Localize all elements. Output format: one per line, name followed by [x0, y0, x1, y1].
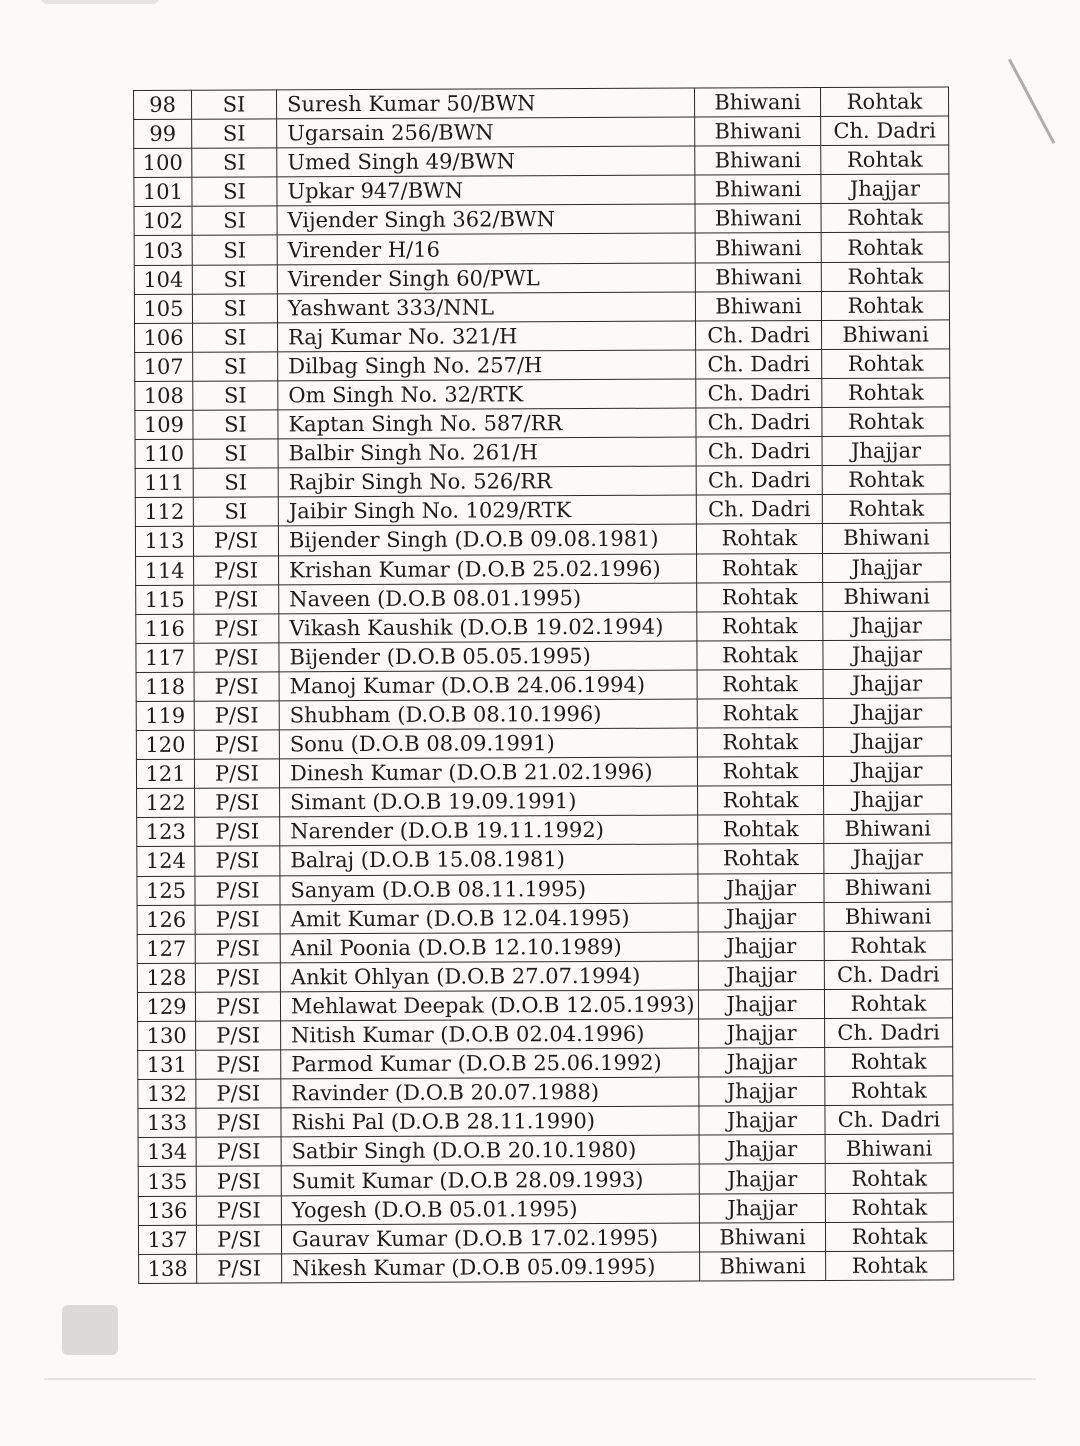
name-cell: Yogesh (D.O.B 05.01.1995): [281, 1194, 699, 1225]
rank-cell: P/SI: [195, 992, 280, 1021]
to-district-cell: Jhajjar: [823, 698, 951, 728]
to-district-cell: Jhajjar: [824, 843, 952, 873]
serial-number-cell: 101: [134, 178, 192, 207]
to-district-cell: Rohtak: [820, 87, 948, 117]
serial-number-cell: 126: [137, 905, 195, 934]
from-district-cell: Jhajjar: [699, 1018, 825, 1048]
serial-number-cell: 132: [138, 1079, 196, 1108]
table-row: [138, 1018, 953, 1051]
name-cell: Rajbir Singh No. 526/RR: [278, 466, 696, 497]
table-row: [138, 1163, 953, 1196]
table-row: [134, 262, 949, 295]
table-row: [137, 843, 952, 876]
rank-cell: P/SI: [193, 526, 278, 555]
from-district-cell: Jhajjar: [698, 960, 824, 990]
from-district-cell: Rohtak: [697, 582, 823, 612]
serial-number-cell: 110: [135, 439, 193, 468]
rank-cell: P/SI: [195, 963, 280, 992]
page-thumbnail-button[interactable]: [62, 1305, 118, 1355]
name-cell: Simant (D.O.B 19.09.1991): [280, 786, 698, 817]
table-row: [137, 814, 952, 847]
to-district-cell: Rohtak: [822, 378, 950, 408]
name-cell: Narender (D.O.B 19.11.1992): [280, 815, 698, 846]
serial-number-cell: 134: [138, 1138, 196, 1167]
rank-cell: SI: [192, 235, 277, 264]
from-district-cell: Bhiwani: [700, 1251, 826, 1281]
table-row: [138, 1076, 953, 1109]
serial-number-cell: 121: [136, 759, 194, 788]
name-cell: Gaurav Kumar (D.O.B 17.02.1995): [281, 1223, 699, 1254]
name-cell: Ravinder (D.O.B 20.07.1988): [281, 1077, 699, 1108]
to-district-cell: Rohtak: [821, 262, 949, 292]
from-district-cell: Jhajjar: [699, 1077, 825, 1107]
name-cell: Balbir Singh No. 261/H: [278, 437, 696, 468]
top-tab: [40, 0, 160, 4]
rank-cell: SI: [193, 381, 278, 410]
serial-number-cell: 133: [138, 1109, 196, 1138]
from-district-cell: Rohtak: [697, 728, 823, 758]
name-cell: Om Singh No. 32/RTK: [278, 379, 696, 410]
table-row: [137, 931, 952, 964]
to-district-cell: Rohtak: [821, 291, 949, 321]
table-row: [136, 698, 951, 731]
to-district-cell: Rohtak: [825, 1222, 953, 1252]
table-row: [134, 174, 949, 207]
rank-cell: P/SI: [195, 904, 280, 933]
table-row: [138, 1222, 953, 1255]
name-cell: Yashwant 333/NNL: [277, 292, 695, 323]
name-cell: Bijender Singh (D.O.B 09.08.1981): [278, 524, 696, 555]
transfer-table-container: [133, 86, 953, 1283]
rank-cell: SI: [192, 90, 277, 119]
rank-cell: SI: [192, 177, 277, 206]
rank-cell: P/SI: [194, 672, 279, 701]
serial-number-cell: 106: [135, 323, 193, 352]
from-district-cell: Jhajjar: [699, 1106, 825, 1136]
rank-cell: P/SI: [195, 934, 280, 963]
from-district-cell: Rohtak: [697, 757, 823, 787]
from-district-cell: Rohtak: [696, 524, 822, 554]
table-row: [134, 232, 949, 265]
to-district-cell: Bhiwani: [822, 320, 950, 350]
to-district-cell: Rohtak: [825, 1163, 953, 1193]
serial-number-cell: 112: [135, 498, 193, 527]
to-district-cell: Rohtak: [824, 931, 952, 961]
table-row: [139, 1251, 954, 1284]
rank-cell: P/SI: [197, 1254, 282, 1283]
serial-number-cell: 123: [137, 818, 195, 847]
table-row: [138, 1134, 953, 1167]
name-cell: Virender Singh 60/PWL: [277, 263, 695, 294]
table-row: [135, 465, 950, 498]
table-row: [136, 669, 951, 702]
serial-number-cell: 125: [137, 876, 195, 905]
serial-number-cell: 120: [136, 730, 194, 759]
from-district-cell: Ch. Dadri: [696, 466, 822, 496]
table-row: [136, 611, 951, 644]
from-district-cell: Rohtak: [697, 611, 823, 641]
serial-number-cell: 136: [138, 1196, 196, 1225]
to-district-cell: Bhiwani: [824, 872, 952, 902]
from-district-cell: Jhajjar: [698, 989, 824, 1019]
serial-number-cell: 100: [134, 148, 192, 177]
name-cell: Shubham (D.O.B 08.10.1996): [279, 699, 697, 730]
rank-cell: SI: [193, 468, 278, 497]
name-cell: Dinesh Kumar (D.O.B 21.02.1996): [279, 757, 697, 788]
name-cell: Krishan Kumar (D.O.B 25.02.1996): [279, 554, 697, 585]
rank-cell: P/SI: [196, 1079, 281, 1108]
name-cell: Mehlawat Deepak (D.O.B 12.05.1993): [280, 990, 698, 1021]
from-district-cell: Bhiwani: [695, 204, 821, 234]
to-district-cell: Rohtak: [822, 349, 950, 379]
serial-number-cell: 109: [135, 410, 193, 439]
table-row: [134, 291, 949, 324]
transfer-table: [133, 86, 954, 1283]
table-row: [135, 320, 950, 353]
rank-cell: SI: [192, 206, 277, 235]
rank-cell: P/SI: [196, 1166, 281, 1195]
name-cell: Umed Singh 49/BWN: [277, 146, 695, 177]
from-district-cell: Bhiwani: [695, 146, 821, 176]
serial-number-cell: 115: [136, 585, 194, 614]
name-cell: Ugarsain 256/BWN: [277, 117, 695, 148]
rank-cell: P/SI: [196, 1021, 281, 1050]
from-district-cell: Bhiwani: [694, 88, 820, 118]
rank-cell: SI: [193, 497, 278, 526]
from-district-cell: Ch. Dadri: [696, 378, 822, 408]
to-district-cell: Jhajjar: [824, 785, 952, 815]
rank-cell: P/SI: [194, 730, 279, 759]
rank-cell: SI: [192, 264, 277, 293]
to-district-cell: Rohtak: [821, 145, 949, 175]
table-row: [136, 640, 951, 673]
serial-number-cell: 129: [137, 992, 195, 1021]
rank-cell: P/SI: [196, 1137, 281, 1166]
serial-number-cell: 99: [134, 119, 192, 148]
from-district-cell: Ch. Dadri: [696, 495, 822, 525]
name-cell: Sumit Kumar (D.O.B 28.09.1993): [281, 1165, 699, 1196]
name-cell: Sonu (D.O.B 08.09.1991): [279, 728, 697, 759]
to-district-cell: Jhajjar: [823, 552, 951, 582]
rank-cell: P/SI: [196, 1225, 281, 1254]
rank-cell: SI: [193, 439, 278, 468]
to-district-cell: Rohtak: [822, 407, 950, 437]
serial-number-cell: 122: [137, 788, 195, 817]
to-district-cell: Bhiwani: [824, 814, 952, 844]
table-row: [134, 116, 949, 149]
name-cell: Satbir Singh (D.O.B 20.10.1980): [281, 1135, 699, 1166]
rank-cell: P/SI: [194, 584, 279, 613]
to-district-cell: Jhajjar: [823, 756, 951, 786]
rank-cell: SI: [193, 323, 278, 352]
serial-number-cell: 138: [139, 1254, 197, 1283]
rank-cell: P/SI: [195, 846, 280, 875]
to-district-cell: Jhajjar: [823, 611, 951, 641]
rank-cell: P/SI: [194, 614, 279, 643]
from-district-cell: Bhiwani: [695, 262, 821, 292]
table-row: [137, 785, 952, 818]
to-district-cell: Bhiwani: [823, 582, 951, 612]
name-cell: Suresh Kumar 50/BWN: [277, 88, 695, 119]
name-cell: Ankit Ohlyan (D.O.B 27.07.1994): [280, 961, 698, 992]
rank-cell: SI: [192, 148, 277, 177]
corner-pen-mark: [1008, 59, 1055, 144]
serial-number-cell: 119: [136, 701, 194, 730]
name-cell: Manoj Kumar (D.O.B 24.06.1994): [279, 670, 697, 701]
table-row: [137, 872, 952, 905]
table-row: [135, 407, 950, 440]
table-row: [134, 87, 949, 120]
table-row: [135, 494, 950, 527]
name-cell: Virender H/16: [277, 234, 695, 265]
to-district-cell: Jhajjar: [822, 436, 950, 466]
serial-number-cell: 113: [135, 527, 193, 556]
from-district-cell: Rohtak: [698, 844, 824, 874]
from-district-cell: Rohtak: [698, 815, 824, 845]
rank-cell: P/SI: [196, 1195, 281, 1224]
name-cell: Nitish Kumar (D.O.B 02.04.1996): [281, 1019, 699, 1050]
rank-cell: P/SI: [195, 875, 280, 904]
from-district-cell: Jhajjar: [699, 1048, 825, 1078]
to-district-cell: Rohtak: [825, 1192, 953, 1222]
from-district-cell: Rohtak: [697, 698, 823, 728]
to-district-cell: Ch. Dadri: [825, 1018, 953, 1048]
serial-number-cell: 131: [138, 1050, 196, 1079]
serial-number-cell: 116: [136, 614, 194, 643]
to-district-cell: Rohtak: [824, 989, 952, 1019]
table-row: [134, 145, 949, 178]
to-district-cell: Ch. Dadri: [824, 960, 952, 990]
from-district-cell: Jhajjar: [698, 902, 824, 932]
rank-cell: P/SI: [196, 1108, 281, 1137]
table-row: [138, 1047, 953, 1080]
from-district-cell: Ch. Dadri: [696, 320, 822, 350]
to-district-cell: Jhajjar: [823, 640, 951, 670]
name-cell: Nikesh Kumar (D.O.B 05.09.1995): [282, 1252, 700, 1283]
to-district-cell: Jhajjar: [823, 669, 951, 699]
serial-number-cell: 104: [134, 265, 192, 294]
from-district-cell: Rohtak: [698, 786, 824, 816]
name-cell: Kaptan Singh No. 587/RR: [278, 408, 696, 439]
to-district-cell: Rohtak: [821, 232, 949, 262]
to-district-cell: Rohtak: [822, 465, 950, 495]
table-body: [134, 87, 954, 1283]
rank-cell: SI: [192, 119, 277, 148]
name-cell: Balraj (D.O.B 15.08.1981): [280, 844, 698, 875]
serial-number-cell: 102: [134, 207, 192, 236]
to-district-cell: Ch. Dadri: [825, 1105, 953, 1135]
from-district-cell: Jhajjar: [699, 1135, 825, 1165]
table-row: [137, 902, 952, 935]
name-cell: Raj Kumar No. 321/H: [278, 321, 696, 352]
name-cell: Amit Kumar (D.O.B 12.04.1995): [280, 903, 698, 934]
from-district-cell: Ch. Dadri: [696, 437, 822, 467]
serial-number-cell: 111: [135, 468, 193, 497]
to-district-cell: Rohtak: [826, 1251, 954, 1281]
table-row: [134, 203, 949, 236]
to-district-cell: Rohtak: [825, 1076, 953, 1106]
to-district-cell: Rohtak: [821, 203, 949, 233]
serial-number-cell: 127: [137, 934, 195, 963]
table-row: [137, 989, 952, 1022]
from-district-cell: Rohtak: [697, 553, 823, 583]
serial-number-cell: 124: [137, 847, 195, 876]
serial-number-cell: 128: [137, 963, 195, 992]
from-district-cell: Bhiwani: [695, 117, 821, 147]
from-district-cell: Bhiwani: [699, 1222, 825, 1252]
from-district-cell: Jhajjar: [698, 931, 824, 961]
from-district-cell: Rohtak: [697, 669, 823, 699]
to-district-cell: Ch. Dadri: [821, 116, 949, 146]
bottom-divider: [44, 1378, 1036, 1380]
rank-cell: SI: [192, 294, 277, 323]
name-cell: Vikash Kaushik (D.O.B 19.02.1994): [279, 612, 697, 643]
table-row: [136, 756, 951, 789]
serial-number-cell: 108: [135, 381, 193, 410]
from-district-cell: Ch. Dadri: [696, 408, 822, 438]
serial-number-cell: 135: [138, 1167, 196, 1196]
name-cell: Upkar 947/BWN: [277, 175, 695, 206]
from-district-cell: Jhajjar: [698, 873, 824, 903]
table-row: [138, 1105, 953, 1138]
table-row: [135, 436, 950, 469]
from-district-cell: Bhiwani: [695, 291, 821, 321]
rank-cell: P/SI: [195, 788, 280, 817]
rank-cell: P/SI: [195, 817, 280, 846]
rank-cell: P/SI: [194, 701, 279, 730]
serial-number-cell: 107: [135, 352, 193, 381]
serial-number-cell: 137: [138, 1225, 196, 1254]
serial-number-cell: 105: [134, 294, 192, 323]
rank-cell: P/SI: [194, 759, 279, 788]
to-district-cell: Jhajjar: [821, 174, 949, 204]
name-cell: Naveen (D.O.B 08.01.1995): [279, 583, 697, 614]
table-row: [136, 582, 951, 615]
name-cell: Anil Poonia (D.O.B 12.10.1989): [280, 932, 698, 963]
rank-cell: P/SI: [194, 643, 279, 672]
table-row: [135, 349, 950, 382]
serial-number-cell: 98: [134, 90, 192, 119]
rank-cell: SI: [193, 352, 278, 381]
rank-cell: P/SI: [194, 555, 279, 584]
from-district-cell: Bhiwani: [695, 233, 821, 263]
to-district-cell: Rohtak: [825, 1047, 953, 1077]
name-cell: Dilbag Singh No. 257/H: [278, 350, 696, 381]
from-district-cell: Jhajjar: [699, 1193, 825, 1223]
serial-number-cell: 103: [134, 236, 192, 265]
name-cell: Rishi Pal (D.O.B 28.11.1990): [281, 1106, 699, 1137]
from-district-cell: Bhiwani: [695, 175, 821, 205]
name-cell: Sanyam (D.O.B 08.11.1995): [280, 874, 698, 905]
from-district-cell: Ch. Dadri: [696, 349, 822, 379]
to-district-cell: Bhiwani: [822, 523, 950, 553]
table-row: [137, 960, 952, 993]
name-cell: Bijender (D.O.B 05.05.1995): [279, 641, 697, 672]
name-cell: Vijender Singh 362/BWN: [277, 204, 695, 235]
from-district-cell: Jhajjar: [699, 1164, 825, 1194]
to-district-cell: Jhajjar: [823, 727, 951, 757]
table-row: [136, 552, 951, 585]
to-district-cell: Rohtak: [822, 494, 950, 524]
table-row: [136, 727, 951, 760]
serial-number-cell: 118: [136, 672, 194, 701]
serial-number-cell: 130: [138, 1021, 196, 1050]
rank-cell: SI: [193, 410, 278, 439]
table-row: [138, 1192, 953, 1225]
to-district-cell: Bhiwani: [824, 902, 952, 932]
rank-cell: P/SI: [196, 1050, 281, 1079]
table-row: [135, 378, 950, 411]
from-district-cell: Rohtak: [697, 640, 823, 670]
serial-number-cell: 114: [136, 556, 194, 585]
table-row: [135, 523, 950, 556]
name-cell: Parmod Kumar (D.O.B 25.06.1992): [281, 1048, 699, 1079]
name-cell: Jaibir Singh No. 1029/RTK: [278, 495, 696, 526]
serial-number-cell: 117: [136, 643, 194, 672]
to-district-cell: Bhiwani: [825, 1134, 953, 1164]
